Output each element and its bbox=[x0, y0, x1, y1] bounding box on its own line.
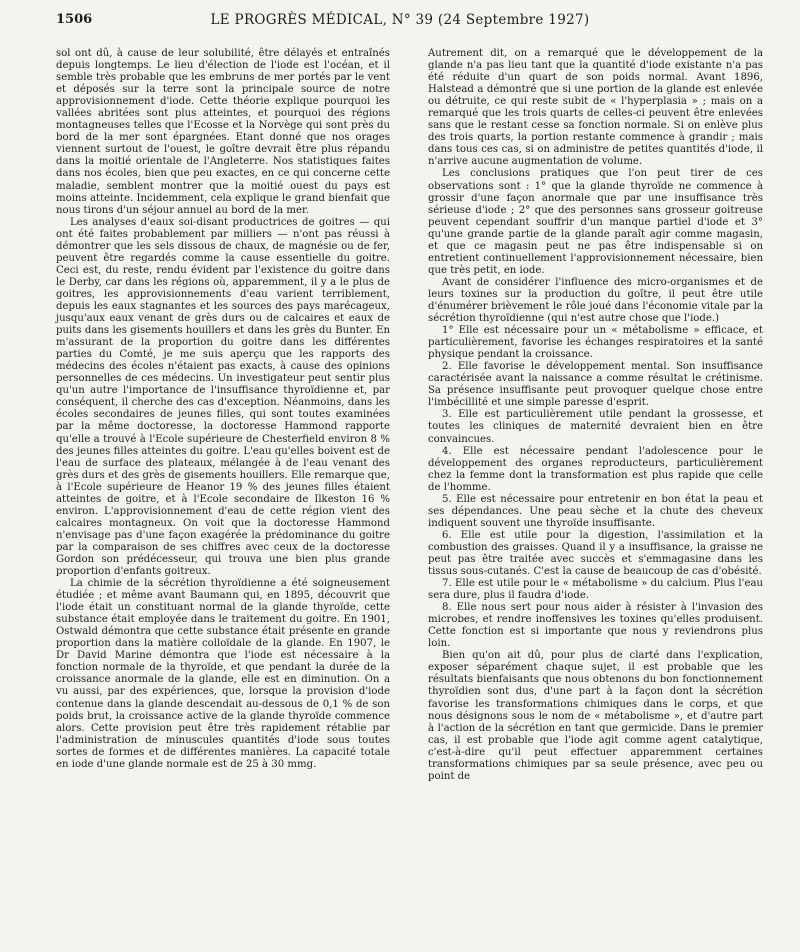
page-header bbox=[0, 12, 800, 34]
running-title: LE PROGRÈS MÉDICAL, N° 39 (24 Septembre 1927) bbox=[210, 12, 590, 28]
paragraph: Les conclusions pratiques que l'on peut tirer de ces observations sont : 1° que la glande thyroïde ne commence à grossir d'une façon anormale que par une insuffisance très sérieuse d'iode ; 2° que des personnes sans grosseur goitreuse peuvent cependant souffrir d'un manque partiel d'iode et 3° qu'une grande partie de la glande paraît agir comme magasin, et que ce magasin peut ne pas être indispensable si on entretient continuellement l'approvisionnement nécessaire, bien que très petit, en iode. bbox=[428, 168, 763, 276]
list-item: 8. Elle nous sert pour nous aider à résister à l'invasion des microbes, et rendre inoffensives les toxines qu'elles produisent. Cette fonction est si importante que nous y reviendrons plus loin. bbox=[428, 602, 763, 650]
list-item: 5. Elle est nécessaire pour entretenir en bon état la peau et ses dépendances. Une peau sèche et la chute des cheveux indiquent souvent une thyroïde insuffisante. bbox=[428, 493, 763, 529]
page-number: 1506 bbox=[56, 12, 93, 27]
list-item: 3. Elle est particulièrement utile pendant la grossesse, et toutes les cliniques de maternité devraient bien en être convaincues. bbox=[428, 409, 763, 445]
list-item: 6. Elle est utile pour la digestion, l'assimilation et la combustion des graisses. Quand il y a insuffisance, la graisse ne peut pas être traitée avec succès et s'emmagasine dans les tissus sous-cutanés. C'est la cause de beaucoup de cas d'obésité. bbox=[428, 529, 763, 578]
paragraph: Avant de considérer l'influence des micro-organismes et de leurs toxines sur la production du goître, il peut être utile d'énumérer brièvement le rôle joué dans l'économie vitale par la sécrétion thyroïdienne (qui n'est autre chose que l'iode.) bbox=[428, 276, 763, 325]
paragraph: sol ont dû, à cause de leur solubilité, être délayés et entraînés depuis longtemps. Le lieu d'élection de l'iode est l'océan, et il semble très probable que les embruns de mer portés par le vent et déposés sur la terre sont la principale source de notre approvisionnement d'iode. Cette théorie explique pourquoi les vallées abritées sont plus atteintes, et pourquoi des régions montagneuses telles que l'Ecosse et la Norvège qui sont près du bord de la mer sont épargnées. Etant donné que nos orages viennent surtout de l'ouest, le goître devrait être plus répandu dans la moitié orientale de l'Angleterre. Nos statistiques faites dans nos écoles, bien que peu exactes, en ce qui concerne cette maladie, semblent montrer que la moitié ouest du pays est moins atteinte. Incidemment, cela explique le grand bienfait que nous tirons d'un séjour annuel au bord de la mer. bbox=[56, 48, 390, 216]
right-column bbox=[428, 48, 763, 783]
paragraph: Les analyses d'eaux soi-disant productrices de goitres — qui ont été faites probablement par milliers — n'ont pas réussi à démontrer que les sels dissous de chaux, de magnésie ou de fer, peuvent être regardés comme la cause essentielle du goitre. Ceci est, du reste, rendu évident par l'existence du goitre dans le Derby, car dans les régions où, apparemment, il y a le plus de goitres, les approvisionnements d'eau varient terriblement, depuis les eaux stagnantes et les sources des pays marécageux, jusqu'aux eaux venant de grès durs ou de calcaires et eaux de puits dans les gisements houillers et dans les grès du Bunter. En m'assurant de la proportion du goitre dans les différentes parties du Comté, je me suis aperçu que les rapports des médecins des écoles n'étaient pas exacts, à cause des opinions personnelles de ces médecins. Un investigateur peut sentir plus qu'un autre l'importance de l'insuffisance thyroïdienne et, par conséquent, il cherche des cas d'exception. Néanmoins, dans les écoles secondaires de jeunes filles, qui sont toutes examinées par la même doctoresse, la doctoresse Hammond rapporte qu'elle a trouvé à l'Ecole supérieure de Chesterfield environ 8 % des jeunes filles atteintes du goitre. L'eau qu'elles boivent est de l'eau de surface des plateaux, mélangée à de l'eau venant des grès durs et des grès de gisements houillers. Elle remarque que, à l'Ecole supérieure de Heanor 19 % des jeunes filles étaient atteintes de goitre, et à l'Ecole secondaire de Ilkeston 16 % environ. L'approvisionnement d'eau de cette région vient des calcaires montagneux. On voit que la doctoresse Hammond n'envisage pas d'une façon exagérée la prédominance du goitre par la comparaison de ses chiffres avec ceux de la doctoresse Gordon son prédécesseur, qui trouva une bien plus grande proportion d'enfants goitreux. bbox=[56, 216, 390, 578]
paragraph: La chimie de la sécrétion thyroïdienne a été soigneusement étudiée ; et même avant Baumann qui, en 1895, découvrit que l'iode était un constituant normal de la glande thyroïde, cette substance était employée dans le traitement du goitre. En 1901, Ostwald démontra que cette substance était présente en grande proportion dans la matière colloïdale de la glande. En 1907, le Dr David Marine démontra que l'iode est nécessaire à la fonction normale de la thyroïde, et que pendant la durée de la croissance anormale de la glande, elle est en diminution. On a vu aussi, par des expériences, que, lorsque la provision d'iode contenue dans la glande descendait au-dessous de 0,1 % de son poids brut, la croissance active de la glande thyroïde commence alors. Cette provision peut être très rapidement rétablie par l'administration de minuscules quantités d'iode sous toutes sortes de formes et de différentes manières. La capacité totale en iode d'une glande normale est de 25 à 30 mmg. bbox=[56, 578, 390, 770]
paragraph: Autrement dit, on a remarqué que le développement de la glande n'a pas lieu tant que la quantité d'iode existante n'a pas été réduite d'un quart de son poids normal. Avant 1896, Halstead a démontré que si une portion de la glande est enlevée ou détruite, ce qui reste subit de « l'hyperplasia » ; mais on a remarqué que les trois quarts de celles-ci peuvent être enlevées sans que le restant cesse sa fonction normale. Si on enlève plus des trois quarts, la portion restante commence à grandir ; mais dans tous ces cas, si on administre de petites quantités d'iode, il n'arrive aucune augmentation de volume. bbox=[428, 48, 763, 168]
list-item: 7. Elle est utile pour le « métabolisme » du calcium. Plus l'eau sera dure, plus il faudra d'iode. bbox=[428, 578, 763, 602]
paragraph: Bien qu'on ait dû, pour plus de clarté dans l'explication, exposer séparément chaque sujet, il est probable que les résultats bienfaisants que nous obtenons du bon fonctionnement thyroïdien sont dus, d'une part à la façon dont la sécrétion favorise les transformations chimiques dans le corps, et que nous désignons sous le nom de « métabolisme », et d'autre part à l'action de la sécrétion en tant que germicide. Dans le premier cas, il est probable que l'iode agit comme agent catalytique, c'est-à-dire qu'il peut effectuer apparemment certaines transformations chimiques par sa seule présence, avec peu ou point de bbox=[428, 650, 763, 782]
list-item: 4. Elle est nécessaire pendant l'adolescence pour le développement des organes reproducteurs, particulièrement chez la femme dont la transformation est plus rapide que celle de l'homme. bbox=[428, 445, 763, 493]
list-item: 2. Elle favorise le développement mental. Son insuffisance caractérisée avant la naissance a comme résultat le crétinisme. Sa présence insuffisante peut provoquer quelque chose entre l'imbécillité et une simple paresse d'esprit. bbox=[428, 361, 763, 409]
list-item: 1° Elle est nécessaire pour un « métabolisme » efficace, et particulièrement, favorise les échanges respiratoires et la santé physique pendant la croissance. bbox=[428, 325, 763, 361]
left-column bbox=[56, 48, 390, 771]
